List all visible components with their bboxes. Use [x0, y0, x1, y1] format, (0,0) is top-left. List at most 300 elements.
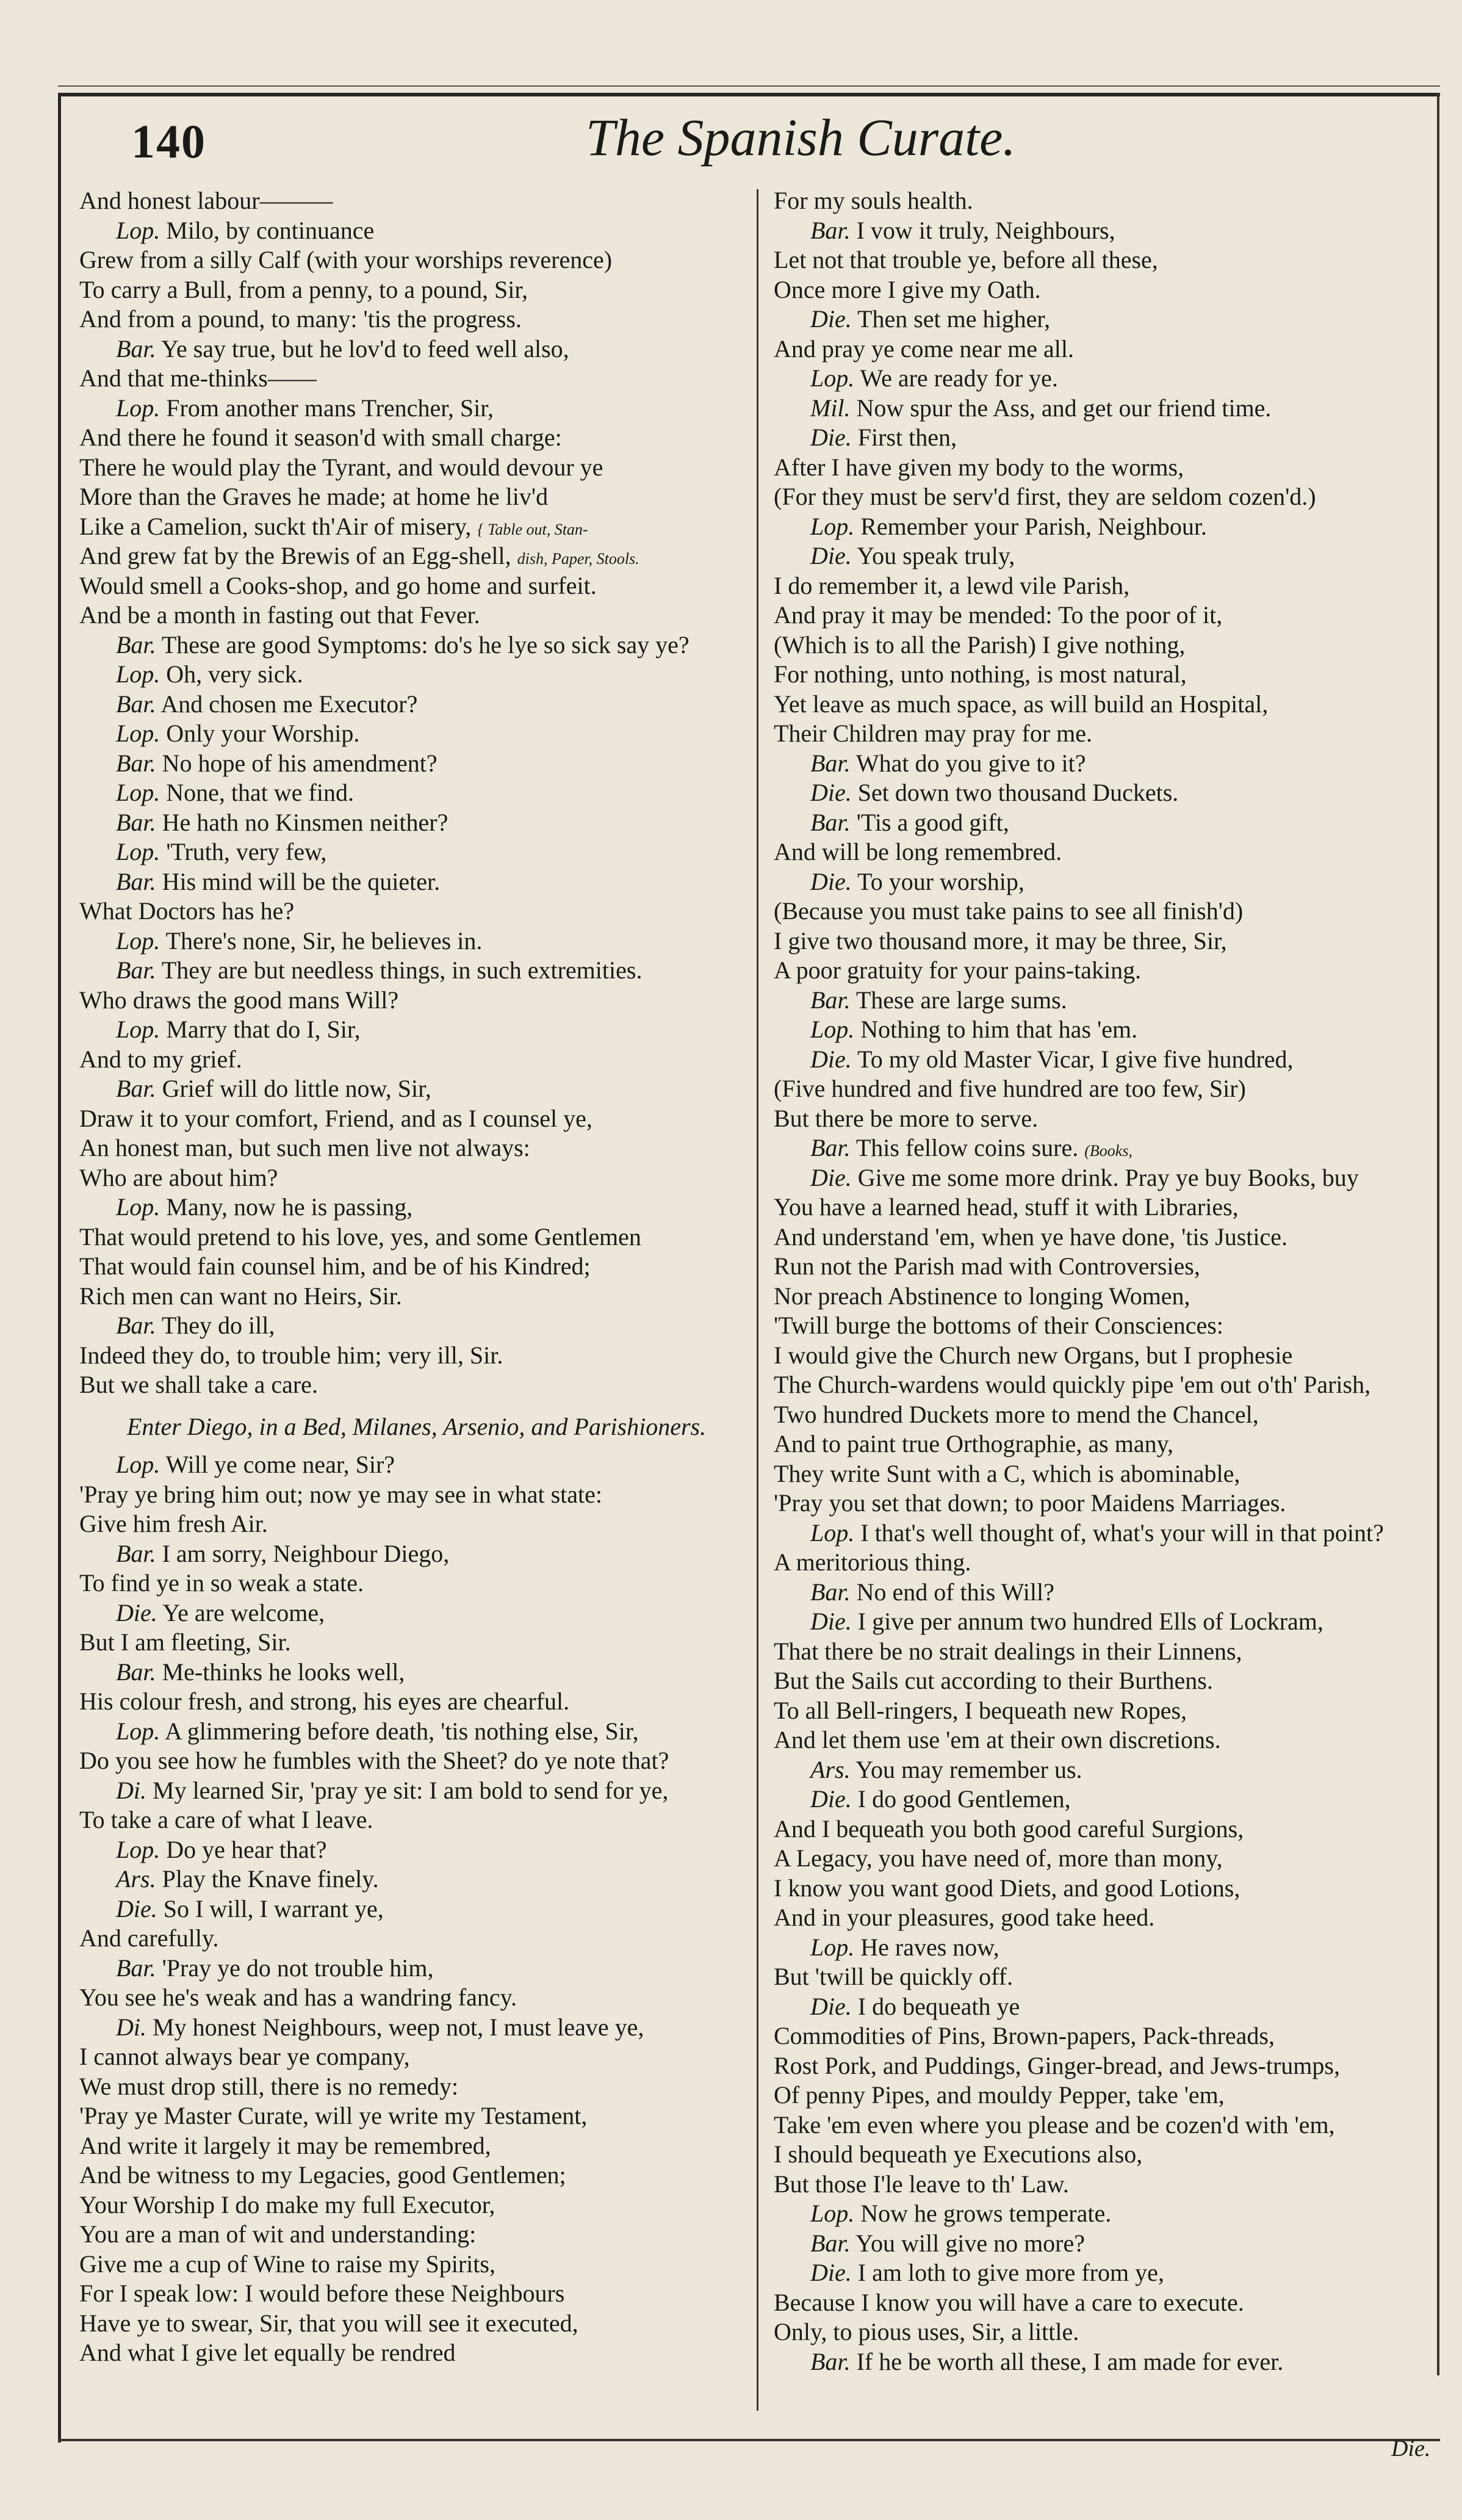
- line-text: To find ye in so weak a state.: [79, 1569, 364, 1597]
- verse-line: [79, 541, 754, 571]
- verse-line: [774, 1341, 1436, 1371]
- line-text: 'Pray ye Master Curate, will ye write my Testament,: [79, 2102, 588, 2129]
- marginal-note: { Table out, Stan-: [477, 520, 588, 538]
- line-text: I am loth to give more from ye,: [857, 2259, 1164, 2286]
- speaker-name: Di.: [116, 1776, 146, 1804]
- verse-line: [774, 541, 1436, 571]
- verse-line: [79, 601, 754, 630]
- verse-line: [79, 1370, 754, 1400]
- line-text: Will ye come near, Sir?: [165, 1451, 395, 1478]
- verse-line: [79, 2220, 754, 2250]
- verse-line: [79, 1163, 754, 1193]
- verse-line: [79, 453, 754, 483]
- line-text: He raves now,: [860, 1933, 999, 1961]
- verse-line: [774, 1992, 1436, 2022]
- line-text: I am sorry, Neighbour Diego,: [162, 1539, 450, 1567]
- speaker-name: Ars.: [810, 1755, 851, 1783]
- line-text: Rich men can want no Heirs, Sir.: [79, 1282, 402, 1310]
- line-text: Their Children may pray for me.: [774, 720, 1093, 747]
- running-title: The Spanish Curate.: [586, 108, 1016, 167]
- line-text: Rost Pork, and Puddings, Ginger-bread, and Jews-trumps,: [774, 2051, 1340, 2079]
- line-text: 'Pray ye do not trouble him,: [162, 1954, 434, 1982]
- line-text: I cannot always bear ye company,: [79, 2043, 410, 2070]
- line-text: Only your Worship.: [166, 720, 360, 747]
- verse-line: [79, 660, 754, 690]
- speaker-name: Bar.: [116, 808, 156, 836]
- line-text: And pray ye come near me all.: [774, 334, 1075, 363]
- line-text: Set down two thousand Duckets.: [857, 779, 1179, 806]
- verse-line: [79, 1717, 754, 1747]
- speaker-name: Bar.: [810, 1578, 851, 1606]
- verse-line: [774, 1311, 1436, 1341]
- line-text: No end of this Will?: [856, 1578, 1054, 1606]
- line-text: And from a pound, to many: 'tis the progress.: [79, 305, 522, 333]
- verse-line: [79, 837, 754, 867]
- speaker-name: Lop.: [810, 512, 855, 540]
- verse-line: [774, 1222, 1436, 1252]
- line-text: And carefully.: [79, 1924, 219, 1952]
- line-text: That would fain counsel him, and be of his Kindred;: [79, 1252, 591, 1280]
- line-text: Ye are welcome,: [162, 1598, 325, 1626]
- verse-line: [774, 1785, 1436, 1814]
- verse-line: [79, 1687, 754, 1717]
- verse-line: [79, 186, 754, 216]
- verse-line: [79, 1282, 754, 1312]
- line-text: My learned Sir, 'pray ye sit: I am bold to send for ye,: [153, 1776, 669, 1804]
- speaker-name: Die.: [810, 2259, 852, 2286]
- speaker-name: Lop.: [810, 1933, 855, 1961]
- line-text: But those I'le leave to th' Law.: [774, 2170, 1069, 2198]
- verse-line: [79, 1193, 754, 1222]
- line-text: No hope of his amendment?: [162, 749, 438, 777]
- line-text: Your Worship I do make my full Executor,: [79, 2190, 495, 2219]
- line-text: You may remember us.: [855, 1755, 1082, 1783]
- line-text: Do ye hear that?: [166, 1835, 327, 1863]
- verse-line: [79, 2013, 754, 2043]
- line-text: And be witness to my Legacies, good Gentlemen;: [79, 2161, 566, 2189]
- verse-line: [79, 216, 754, 246]
- line-text: I would give the Church new Organs, but I prophesie: [774, 1341, 1293, 1369]
- verse-line: [774, 808, 1436, 838]
- verse-line: [774, 1518, 1436, 1548]
- line-text: Would smell a Cooks-shop, and go home and surfeit.: [79, 571, 597, 599]
- speaker-name: Lop.: [116, 1451, 160, 1478]
- verse-line: [79, 305, 754, 334]
- speaker-name: Bar.: [116, 1075, 156, 1102]
- line-text: And honest labour———: [79, 187, 333, 214]
- verse-line: [774, 2317, 1436, 2347]
- verse-line: [79, 1133, 754, 1163]
- verse-line: [79, 1015, 754, 1045]
- verse-line: [774, 2347, 1436, 2377]
- verse-line: [774, 1104, 1436, 1134]
- verse-line: [774, 719, 1436, 749]
- line-text: You have a learned head, stuff it with Libraries,: [774, 1193, 1239, 1221]
- speaker-name: Die.: [810, 1163, 852, 1191]
- speaker-name: Bar.: [116, 630, 156, 659]
- verse-line: [79, 1509, 754, 1539]
- verse-line: [774, 601, 1436, 630]
- speaker-name: Bar.: [116, 1954, 156, 1982]
- line-text: I should bequeath ye Executions also,: [774, 2140, 1143, 2168]
- line-text: More than the Graves he made; at home he liv'd: [79, 483, 549, 510]
- line-text: I vow it truly, Neighbours,: [856, 216, 1115, 244]
- line-text: And grew fat by the Brewis of an Egg-shell,: [79, 542, 511, 569]
- verse-line: [79, 275, 754, 305]
- speaker-name: Bar.: [116, 1658, 156, 1686]
- verse-line: [774, 1370, 1436, 1400]
- line-text: You see he's weak and has a wandring fancy.: [79, 1984, 517, 2011]
- line-text: Draw it to your comfort, Friend, and as I counsel ye,: [79, 1104, 592, 1132]
- verse-line: [774, 1548, 1436, 1578]
- line-text: Have ye to swear, Sir, that you will see it executed,: [79, 2309, 578, 2337]
- verse-line: [774, 1962, 1436, 1992]
- speaker-name: Ars.: [116, 1865, 156, 1893]
- line-text: These are good Symptoms: do's he lye so sick say ye?: [161, 630, 690, 659]
- verse-line: [774, 1666, 1436, 1696]
- line-text: His mind will be the quieter.: [162, 867, 441, 895]
- line-text: They do ill,: [161, 1312, 275, 1339]
- line-text: This fellow coins sure.: [855, 1134, 1079, 1161]
- verse-line: [774, 1193, 1436, 1222]
- verse-line: [79, 571, 754, 601]
- line-text: Let not that trouble ye, before all these,: [774, 246, 1158, 273]
- line-text: Me-thinks he looks well,: [162, 1658, 405, 1686]
- verse-line: [79, 749, 754, 779]
- verse-line: [79, 1311, 754, 1341]
- verse-line: [79, 2161, 754, 2190]
- line-text: None, that we find.: [166, 779, 354, 806]
- line-text: Give him fresh Air.: [79, 1510, 268, 1537]
- line-text: 'Twill burge the bottoms of their Consciences:: [774, 1312, 1223, 1339]
- line-text: I give two thousand more, it may be three, Sir,: [774, 926, 1227, 955]
- speaker-name: Die.: [810, 305, 852, 333]
- line-text: For I speak low: I would before these Neighbours: [79, 2280, 565, 2307]
- line-text: Like a Camelion, suckt th'Air of misery,: [79, 512, 472, 540]
- verse-line: [774, 2081, 1436, 2110]
- verse-line: [79, 1222, 754, 1252]
- line-text: From another mans Trencher, Sir,: [166, 394, 494, 422]
- line-text: And write it largely it may be remembred,: [79, 2131, 491, 2159]
- line-text: Of penny Pipes, and mouldy Pepper, take 'em,: [774, 2081, 1225, 2109]
- verse-line: [79, 690, 754, 720]
- verse-line: [774, 394, 1436, 424]
- speaker-name: Bar.: [810, 986, 851, 1014]
- verse-line: [79, 1628, 754, 1658]
- line-text: Because I know you will have a care to execute.: [774, 2288, 1244, 2316]
- speaker-name: Bar.: [116, 1539, 156, 1567]
- line-text: The Church-wardens would quickly pipe 'em out o'th' Parish,: [774, 1371, 1371, 1398]
- verse-line: [79, 1074, 754, 1104]
- verse-line: [774, 2170, 1436, 2200]
- line-text: And to my grief.: [79, 1045, 242, 1073]
- line-text: There's none, Sir, he believes in.: [165, 926, 483, 955]
- verse-line: [774, 1903, 1436, 1933]
- line-text: Milo, by continuance: [166, 216, 375, 244]
- line-text: To all Bell-ringers, I bequeath new Ropes,: [774, 1696, 1187, 1724]
- verse-line: [774, 1607, 1436, 1637]
- verse-line: [774, 2140, 1436, 2170]
- verse-line: [79, 364, 754, 394]
- verse-line: [79, 1480, 754, 1510]
- speaker-name: Bar.: [116, 334, 156, 363]
- line-text: Ye say true, but he lov'd to feed well also,: [161, 334, 569, 363]
- line-text: To take a care of what I leave.: [79, 1806, 373, 1833]
- line-text: 'Pray you set that down; to poor Maidens Marriages.: [774, 1489, 1286, 1517]
- speaker-name: Lop.: [116, 1016, 160, 1043]
- verse-line: [79, 245, 754, 275]
- page-header: [67, 107, 1428, 180]
- verse-line: [774, 1282, 1436, 1312]
- line-text: There he would play the Tyrant, and would devour ye: [79, 453, 603, 481]
- line-text: And there he found it season'd with small charge:: [79, 424, 562, 451]
- verse-line: [79, 1252, 754, 1282]
- verse-line: [774, 1459, 1436, 1489]
- speaker-name: Bar.: [810, 749, 851, 777]
- line-text: These are large sums.: [855, 986, 1067, 1014]
- verse-line: [79, 1539, 754, 1569]
- verse-line: [774, 305, 1436, 334]
- verse-line: [774, 186, 1436, 216]
- verse-line: [79, 334, 754, 364]
- column-divider: [757, 189, 758, 2411]
- speaker-name: Die.: [810, 1045, 852, 1073]
- line-text: And be a month in fasting out that Fever.: [79, 601, 480, 629]
- speaker-name: Die.: [116, 1598, 157, 1626]
- line-text: Grief will do little now, Sir,: [162, 1075, 431, 1102]
- line-text: So I will, I warrant ye,: [163, 1894, 384, 1922]
- line-text: Only, to pious uses, Sir, a little.: [774, 2318, 1079, 2345]
- verse-line: [79, 2279, 754, 2309]
- speaker-name: Lop.: [116, 838, 160, 865]
- speaker-name: Die.: [810, 779, 852, 806]
- verse-line: [79, 1658, 754, 1688]
- line-text: Then set me higher,: [857, 305, 1051, 333]
- line-text: And that me-thinks——: [79, 364, 317, 392]
- line-text: You are a man of wit and understanding:: [79, 2220, 477, 2248]
- verse-line: [79, 1983, 754, 2013]
- verse-line: [79, 2072, 754, 2102]
- catchword: Die.: [1391, 2436, 1431, 2461]
- verse-line: [774, 1696, 1436, 1726]
- line-text: And understand 'em, when ye have done, 'tis Justice.: [774, 1222, 1287, 1251]
- line-text: What Doctors has he?: [79, 897, 295, 925]
- speaker-name: Di.: [116, 2013, 146, 2041]
- verse-line: [79, 2338, 754, 2368]
- verse-line: [774, 1933, 1436, 1963]
- right-column: [774, 186, 1436, 2377]
- verse-line: [774, 334, 1436, 364]
- speaker-name: Bar.: [810, 1134, 851, 1161]
- speaker-name: Bar.: [810, 808, 851, 836]
- verse-line: [79, 1746, 754, 1776]
- verse-line: [79, 512, 754, 542]
- verse-line: [79, 1776, 754, 1806]
- line-text: And pray it may be mended: To the poor of it,: [774, 601, 1223, 629]
- line-text: And what I give let equally be rendred: [79, 2339, 456, 2366]
- verse-line: [79, 986, 754, 1016]
- verse-line: [79, 394, 754, 424]
- line-text: And will be long remembred.: [774, 838, 1062, 865]
- line-text: Take 'em even where you please and be cozen'd with 'em,: [774, 2110, 1335, 2139]
- line-text: But 'twill be quickly off.: [774, 1963, 1013, 1990]
- verse-line: [774, 453, 1436, 483]
- verse-line: [79, 778, 754, 808]
- verse-line: [79, 1104, 754, 1134]
- verse-line: [774, 2288, 1436, 2318]
- line-text: And I bequeath you both good careful Surgions,: [774, 1814, 1244, 1843]
- verse-line: [774, 1045, 1436, 1075]
- line-text: To my old Master Vicar, I give five hundred,: [857, 1045, 1294, 1073]
- speaker-name: Die.: [810, 1608, 852, 1635]
- line-text: A poor gratuity for your pains-taking.: [774, 956, 1142, 984]
- line-text: (For they must be serv'd first, they are seldom cozen'd.): [774, 483, 1316, 510]
- line-text: We must drop still, there is no remedy:: [79, 2072, 459, 2100]
- verse-line: [79, 1450, 754, 1480]
- line-text: Run not the Parish mad with Controversies,: [774, 1252, 1200, 1280]
- speaker-name: Die.: [810, 424, 852, 451]
- speaker-name: Lop.: [116, 720, 160, 747]
- line-text: To your worship,: [857, 867, 1024, 895]
- line-text: Nor preach Abstinence to longing Women,: [774, 1282, 1190, 1310]
- line-text: A meritorious thing.: [774, 1548, 971, 1576]
- line-text: I do good Gentlemen,: [857, 1785, 1071, 1813]
- speaker-name: Lop.: [116, 394, 160, 422]
- line-text: You will give no more?: [855, 2229, 1086, 2257]
- line-text: A Legacy, you have need of, more than mony,: [774, 1844, 1223, 1872]
- line-text: If he be worth all these, I am made for ever.: [856, 2347, 1284, 2375]
- speaker-name: Lop.: [810, 1518, 855, 1547]
- top-rule: [58, 93, 1440, 96]
- stage-direction-text: Enter Diego, in a Bed, Milanes, Arsenio, and Parishioners.: [126, 1412, 707, 1440]
- line-text: You speak truly,: [857, 542, 1015, 569]
- speaker-name: Lop.: [810, 364, 855, 392]
- line-text: But we shall take a care.: [79, 1371, 318, 1398]
- line-text: I do remember it, a lewd vile Parish,: [774, 571, 1130, 599]
- verse-line: [774, 660, 1436, 690]
- speaker-name: Lop.: [116, 926, 160, 955]
- line-text: Many, now he is passing,: [166, 1193, 413, 1221]
- line-text: But I am fleeting, Sir.: [79, 1628, 291, 1656]
- speaker-name: Bar.: [116, 690, 156, 718]
- line-text: Commodities of Pins, Brown-papers, Pack-threads,: [774, 2022, 1275, 2049]
- line-text: Indeed they do, to trouble him; very ill, Sir.: [79, 1341, 503, 1369]
- speaker-name: Die.: [810, 1992, 852, 2020]
- verse-line: [774, 956, 1436, 986]
- verse-line: [774, 867, 1436, 897]
- stage-direction: [79, 1412, 754, 1442]
- verse-line: [774, 1755, 1436, 1785]
- verse-line: [774, 1400, 1436, 1430]
- verse-line: [79, 926, 754, 956]
- verse-line: [774, 1874, 1436, 1904]
- speaker-name: Lop.: [116, 1717, 160, 1745]
- speaker-name: Bar.: [116, 956, 156, 984]
- line-text: First then,: [857, 424, 957, 451]
- verse-line: [774, 1252, 1436, 1282]
- line-text: Play the Knave finely.: [162, 1865, 379, 1893]
- page-number: 140: [131, 115, 206, 168]
- speaker-name: Lop.: [116, 1835, 160, 1863]
- line-text: Two hundred Duckets more to mend the Chancel,: [774, 1400, 1259, 1428]
- line-text: Now spur the Ass, and get our friend time.: [856, 394, 1272, 422]
- verse-line: [79, 2101, 754, 2131]
- line-text: 'Truth, very few,: [166, 838, 327, 865]
- speaker-name: Die.: [810, 867, 852, 895]
- verse-line: [774, 897, 1436, 926]
- speaker-name: Lop.: [116, 779, 160, 806]
- verse-line: [774, 1637, 1436, 1667]
- verse-line: [79, 867, 754, 897]
- line-text: They are but needless things, in such extremities.: [161, 956, 643, 984]
- verse-line: [774, 1844, 1436, 1874]
- verse-line: [79, 1835, 754, 1865]
- line-text: Who are about him?: [79, 1163, 278, 1191]
- verse-line: [774, 926, 1436, 956]
- line-text: An honest man, but such men live not always:: [79, 1134, 530, 1161]
- verse-line: [774, 749, 1436, 779]
- verse-line: [774, 1578, 1436, 1608]
- verse-line: [79, 956, 754, 986]
- line-text: Give me a cup of Wine to raise my Spirits,: [79, 2250, 495, 2278]
- verse-line: [79, 1569, 754, 1598]
- verse-line: [774, 2051, 1436, 2081]
- marginal-note: dish, Paper, Stools.: [517, 550, 639, 568]
- line-text: That there be no strait dealings in their Linnens,: [774, 1637, 1242, 1665]
- speaker-name: Lop.: [116, 216, 160, 244]
- verse-line: [79, 423, 754, 453]
- line-text: And chosen me Executor?: [160, 690, 418, 718]
- verse-line: [79, 1598, 754, 1628]
- line-text: And let them use 'em at their own discretions.: [774, 1726, 1221, 1753]
- verse-line: [774, 690, 1436, 720]
- speaker-name: Die.: [810, 1785, 852, 1813]
- line-text: Once more I give my Oath.: [774, 275, 1041, 303]
- speaker-name: Lop.: [810, 2200, 855, 2227]
- verse-line: [774, 2110, 1436, 2140]
- speaker-name: Die.: [810, 542, 852, 569]
- verse-line: [774, 423, 1436, 453]
- verse-line: [79, 2309, 754, 2339]
- line-text: He hath no Kinsmen neither?: [162, 808, 448, 836]
- right-rule: [1437, 93, 1439, 2375]
- line-text: My honest Neighbours, weep not, I must leave ye,: [153, 2013, 644, 2041]
- left-column: [79, 186, 754, 2368]
- verse-line: [79, 2042, 754, 2072]
- verse-line: [774, 986, 1436, 1016]
- line-text: Grew from a silly Calf (with your worships reverence): [79, 246, 613, 273]
- verse-line: [79, 1341, 754, 1371]
- verse-line: [774, 482, 1436, 512]
- line-text: We are ready for ye.: [860, 364, 1058, 392]
- line-text: To carry a Bull, from a penny, to a pound, Sir,: [79, 275, 528, 303]
- line-text: (Because you must take pains to see all finish'd): [774, 897, 1244, 925]
- speaker-name: Mil.: [810, 394, 851, 422]
- bottom-rule: [58, 2439, 1440, 2441]
- verse-line: [79, 482, 754, 512]
- verse-line: [774, 1725, 1436, 1755]
- speaker-name: Bar.: [116, 1312, 156, 1339]
- speaker-name: Bar.: [810, 2347, 851, 2375]
- verse-line: [79, 719, 754, 749]
- verse-line: [79, 1924, 754, 1954]
- speaker-name: Bar.: [810, 216, 851, 244]
- verse-line: [774, 1133, 1436, 1163]
- line-text: They write Sunt with a C, which is abominable,: [774, 1459, 1241, 1487]
- verse-line: [774, 837, 1436, 867]
- verse-line: [774, 245, 1436, 275]
- verse-line: [774, 571, 1436, 601]
